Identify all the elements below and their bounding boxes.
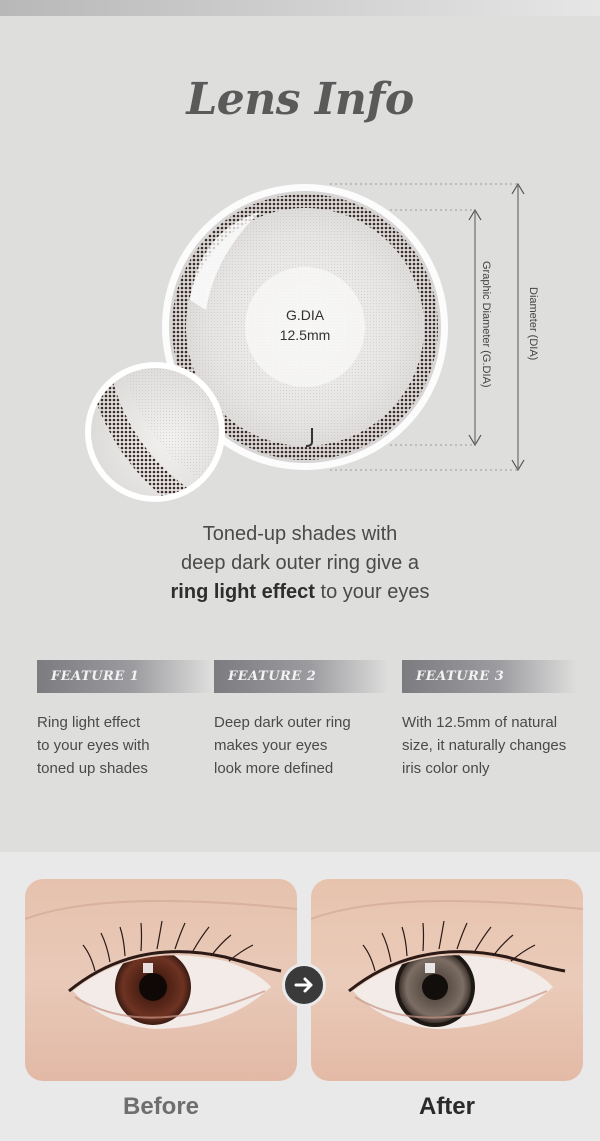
compare-arrow-button <box>282 963 326 1007</box>
arrow-right-icon <box>292 973 316 997</box>
before-label: Before <box>122 1093 200 1120</box>
gdia-center-label <box>245 305 365 345</box>
gdia-axis-label: Graphic Diameter (G.DIA) <box>480 261 492 388</box>
gdia-label-text: G.DIA <box>285 307 325 323</box>
tagline-line-2: deep dark outer ring give a <box>181 552 419 574</box>
page-title: Lens Info <box>186 74 414 125</box>
tagline-line-3-rest: to your eyes <box>314 581 430 603</box>
dia-axis-label: Diameter (DIA) <box>527 287 539 361</box>
feature-1-line-3: toned up shades <box>37 760 148 777</box>
feature-2-title: FEATURE 2 <box>214 660 389 693</box>
feature-3-line-3: iris color only <box>402 760 490 777</box>
feature-1-title: FEATURE 1 <box>37 660 212 693</box>
after-eye-photo <box>311 879 583 1081</box>
tagline-emphasis: ring light effect <box>170 581 315 603</box>
feature-1-description <box>37 711 212 780</box>
feature-2-line-1: Deep dark outer ring <box>214 714 351 731</box>
tagline <box>0 520 600 607</box>
tagline-line-1: Toned-up shades with <box>202 523 398 545</box>
gdia-value-text: 12.5mm <box>279 327 331 343</box>
tagline-line-3 <box>0 578 600 607</box>
before-eye-photo <box>25 879 297 1081</box>
feature-2-line-3: look more defined <box>214 760 334 777</box>
after-label: After <box>418 1093 475 1120</box>
top-strip <box>0 0 600 16</box>
feature-1-line-1: Ring light effect <box>37 714 141 731</box>
feature-3-description <box>402 711 577 780</box>
feature-3-title: FEATURE 3 <box>402 660 577 693</box>
feature-2-line-2: makes your eyes <box>214 737 328 754</box>
feature-1 <box>37 660 212 780</box>
before-after-section <box>0 852 600 1141</box>
feature-3-line-2: size, it naturally changes <box>402 737 567 754</box>
feature-3 <box>402 660 577 780</box>
feature-2-description <box>214 711 389 780</box>
feature-1-line-2: to your eyes with <box>37 737 150 754</box>
feature-2 <box>214 660 389 780</box>
feature-3-line-1: With 12.5mm of natural <box>402 714 558 731</box>
